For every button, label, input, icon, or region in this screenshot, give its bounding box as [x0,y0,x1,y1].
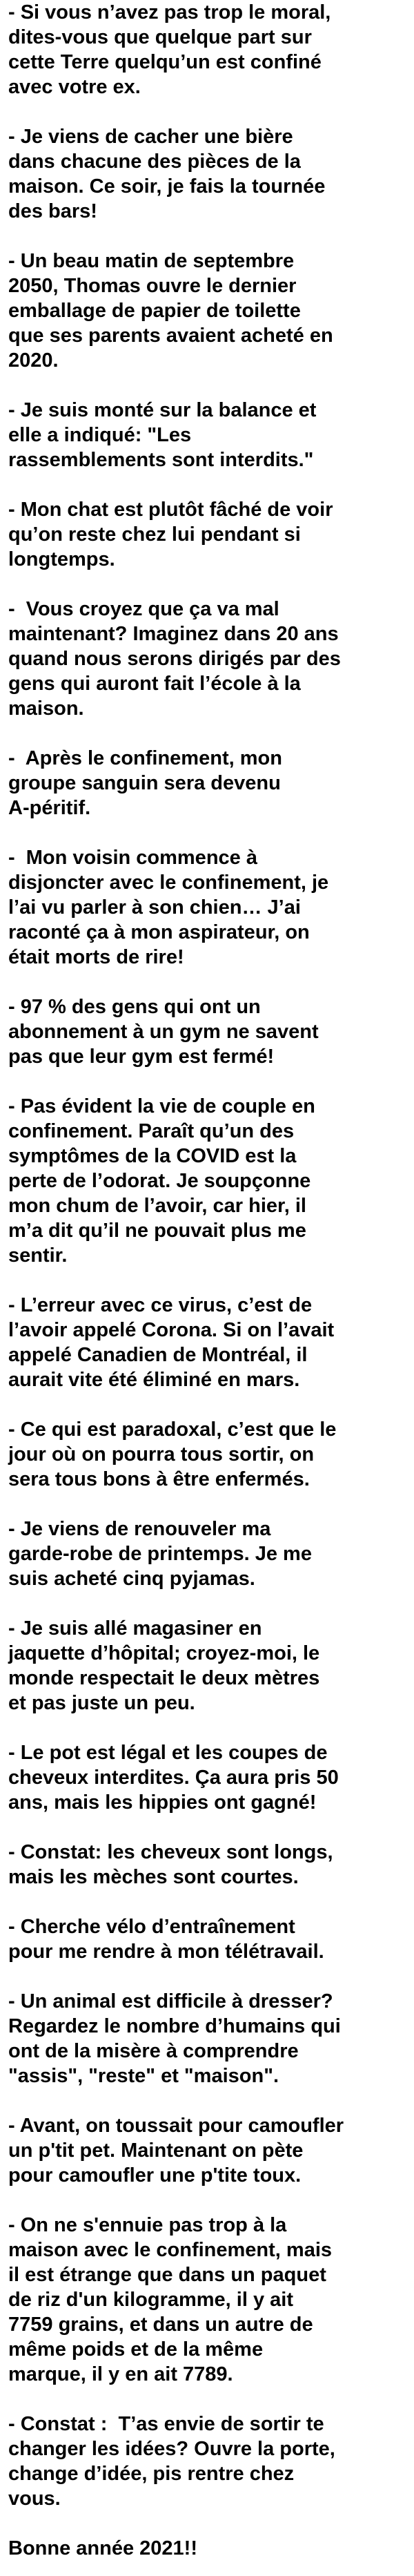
joke-item: - Je viens de renouveler ma garde-robe de printemps. Je me suis acheté cinq pyjamas. [8,1518,312,1590]
joke-item: - Avant, on toussait pour camoufler un p'tit pet. Maintenant on pète pour camoufler une p'tite toux. [8,2115,344,2186]
joke-item: - Pas évident la vie de couple en confinement. Paraît qu’un des symptômes de la COVID est la perte de l’odorat. Je soupçonne mon chum de l’avoir, car hier, il m’a dit qu’il ne pouvait plus me sentir. [8,1095,315,1267]
joke-item: - Je suis allé magasiner en jaquette d’hôpital; croyez-moi, le monde respectait le deux mètres et pas juste un peu. [8,1617,320,1714]
joke-item: - Constat : T’as envie de sortir te changer les idées? Ouvre la porte, change d’idée, pis rentre chez vous. [8,2413,335,2510]
joke-item: - Constat: les cheveux sont longs, mais les mèches sont courtes. [8,1841,333,1888]
joke-item: - Après le confinement, mon groupe sanguin sera devenu A-péritif. [8,747,282,819]
joke-item: - Mon voisin commence à disjoncter avec le confinement, je l’ai vu parler à son chien… J’ai raconté ça à mon aspirateur, on était morts de rire! [8,847,329,968]
joke-item: - Un animal est difficile à dresser? Regardez le nombre d’humains qui ont de la misère à comprendre "assis", "reste" et "maison". [8,1990,341,2087]
joke-item: - Ce qui est paradoxal, c’est que le jour où on pourra tous sortir, on sera tous bons à être enfermés. [8,1419,337,1490]
joke-item: - Je suis monté sur la balance et elle a indiqué: "Les rassemblements sont interdits." [8,399,317,471]
joke-item: - Un beau matin de septembre 2050, Thomas ouvre le dernier emballage de papier de toilette que ses parents avaient acheté en 2020. [8,250,333,372]
joke-item: - Je viens de cacher une bière dans chacune des pièces de la maison. Ce soir, je fais la tournée des bars! [8,126,326,222]
joke-item: - Si vous n’avez pas trop le moral, dites-vous que quelque part sur cette Terre quelqu’un est confiné avec votre ex. [8,1,331,98]
joke-item: - Cherche vélo d’entraînement pour me rendre à mon télétravail. [8,1916,324,1963]
jokes-list [8,0,408,2511]
joke-item: - Mon chat est plutôt fâché de voir qu’on reste chez lui pendant si longtemps. [8,499,333,570]
joke-item: - Vous croyez que ça va mal maintenant? Imaginez dans 20 ans quand nous serons dirigés par des gens qui auront fait l’école à la maison. [8,598,341,720]
joke-item: - 97 % des gens qui ont un abonnement à un gym ne savent pas que leur gym est fermé! [8,996,319,1068]
joke-item: - Le pot est légal et les coupes de cheveux interdites. Ça aura pris 50 ans, mais les hippies ont gagné! [8,1742,339,1814]
joke-item: - On ne s'ennuie pas trop à la maison avec le confinement, mais il est étrange que dans un paquet de riz d'un kilogramme, il y ait 7759 grains, et dans un autre de même poids et de la même marque, il y en ait 7789. [8,2214,333,2385]
new-year-greeting: Bonne année 2021!! [8,2537,197,2559]
joke-item: - L’erreur avec ce virus, c’est de l’avoir appelé Corona. Si on l’avait appelé Canadien de Montréal, il aurait vite été éliminé en mars. [8,1294,335,1391]
